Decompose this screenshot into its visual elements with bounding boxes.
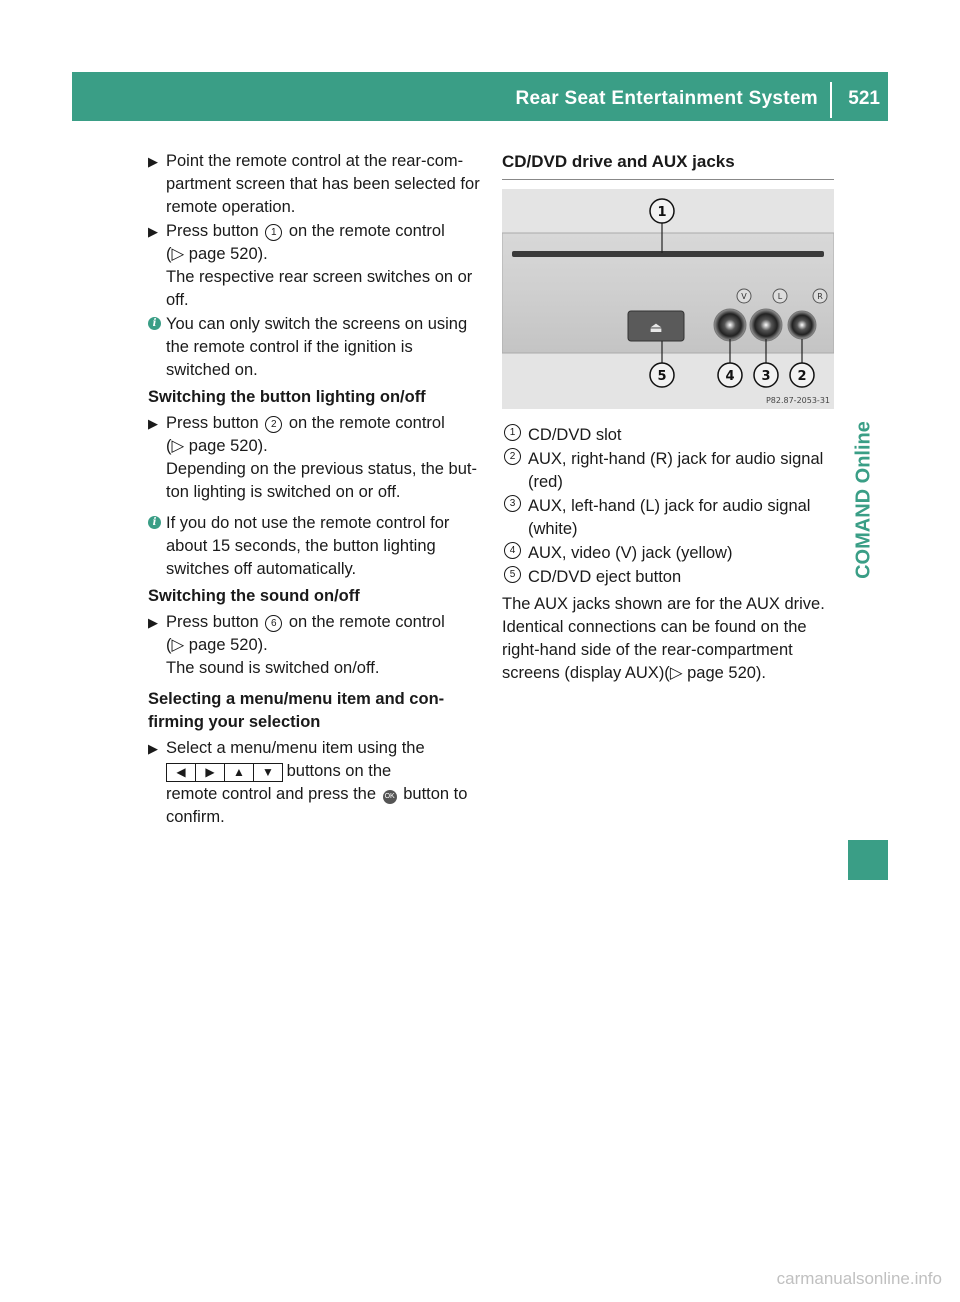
jack-letter-r: R xyxy=(817,292,823,301)
page-header xyxy=(72,72,888,121)
step-arrow-icon: ▶ xyxy=(148,224,158,239)
button-1-icon: 1 xyxy=(265,224,282,241)
callout-1: 1 xyxy=(657,205,667,220)
legend-item: 3 AUX, left-hand (L) jack for audio signal (white) xyxy=(502,495,834,541)
ok-button-icon: OK xyxy=(383,790,397,804)
callout-3: 3 xyxy=(761,369,771,384)
step-arrow-icon: ▶ xyxy=(148,741,158,756)
callout-4: 4 xyxy=(725,369,735,384)
step-arrow-icon: ▶ xyxy=(148,615,158,630)
step-press-button-1: ▶ Press button 1 on the remote control (▷ page 520). The respective rear screen switches on or off. xyxy=(148,222,473,309)
jack-right xyxy=(788,311,816,339)
legend-item: 5 CD/DVD eject button xyxy=(502,566,834,589)
page-ref-icon: ▷ xyxy=(171,636,185,654)
step-select-menu: ▶ Select a menu/menu item using the ◀ ▶ ▲ ▼ buttons on the remote control and press the OK button to confirm. xyxy=(148,739,468,826)
side-tab-label: COMAND Online xyxy=(852,421,875,579)
jack-letter-l: L xyxy=(777,292,783,301)
step-arrow-icon: ▶ xyxy=(148,154,158,169)
page-ref-link[interactable]: page 520). xyxy=(188,437,268,455)
jack-left xyxy=(750,309,782,341)
section-heading-cd-dvd: CD/DVD drive and AUX jacks xyxy=(502,150,834,180)
legend-item: 2 AUX, right-hand (R) jack for audio signal (red) xyxy=(502,448,834,494)
header-separator xyxy=(830,82,832,118)
info-note-lighting: i If you do not use the remote control for about 15 seconds, the button lighting switches off automatically. xyxy=(148,512,484,581)
page-ref-link[interactable]: page 520). xyxy=(188,245,268,263)
figure-legend xyxy=(502,424,834,589)
button-6-icon: 6 xyxy=(265,615,282,632)
heading-menu-selection: Selecting a menu/menu item and con- firming your selection xyxy=(148,690,445,731)
step-point-remote: ▶ Point the remote control at the rear-com- partment screen that has been selected for remote operation. xyxy=(148,152,480,216)
step-press-button-6: ▶ Press button 6 on the remote control (▷ page 520). The sound is switched on/off. xyxy=(148,613,445,677)
side-tab-marker xyxy=(848,840,888,880)
heading-sound: Switching the sound on/off xyxy=(148,587,360,605)
step-press-button-2: ▶ Press button 2 on the remote control (▷ page 520). Depending on the previous status, the but- ton lighting is switched on or off. xyxy=(148,414,477,501)
callout-2: 2 xyxy=(797,369,807,384)
down-key-icon: ▼ xyxy=(253,763,283,782)
info-icon: i xyxy=(148,516,161,529)
aux-paragraph: The AUX jacks shown are for the AUX drive. Identical connections can be found on the right-hand side of the rear-compartment screens (display AUX)(▷ page 520). xyxy=(502,595,825,682)
legend-item: 4 AUX, video (V) jack (yellow) xyxy=(502,542,834,565)
disc-slot xyxy=(512,251,824,257)
page-ref-icon: ▷ xyxy=(171,437,185,455)
left-key-icon: ◀ xyxy=(166,763,196,782)
cd-dvd-drive-figure xyxy=(502,189,834,409)
right-key-icon: ▶ xyxy=(195,763,225,782)
jack-video xyxy=(714,309,746,341)
info-note-ignition: i You can only switch the screens on using the remote control if the ignition is switched on. xyxy=(148,313,484,382)
heading-button-lighting: Switching the button lighting on/off xyxy=(148,388,426,406)
jack-letter-v: V xyxy=(741,292,747,301)
side-tab xyxy=(840,350,888,830)
right-column xyxy=(502,150,834,685)
page-ref-link[interactable]: page 520). xyxy=(188,636,268,654)
up-key-icon: ▲ xyxy=(224,763,254,782)
callout-5: 5 xyxy=(657,369,667,384)
legend-item: 1 CD/DVD slot xyxy=(502,424,834,447)
page-ref-icon: ▷ xyxy=(669,664,683,682)
left-column xyxy=(148,150,484,830)
header-title: Rear Seat Entertainment System xyxy=(515,88,818,109)
page-ref-link[interactable]: page 520). xyxy=(687,664,767,682)
watermark: carmanualsonline.info xyxy=(776,1269,942,1288)
button-2-icon: 2 xyxy=(265,416,282,433)
page-number: 521 xyxy=(848,88,880,109)
eject-icon: ⏏ xyxy=(649,320,663,336)
info-icon: i xyxy=(148,317,161,330)
step-arrow-icon: ▶ xyxy=(148,416,158,431)
figure-code: P82.87-2053-31 xyxy=(765,396,830,405)
page-ref-icon: ▷ xyxy=(171,245,185,263)
